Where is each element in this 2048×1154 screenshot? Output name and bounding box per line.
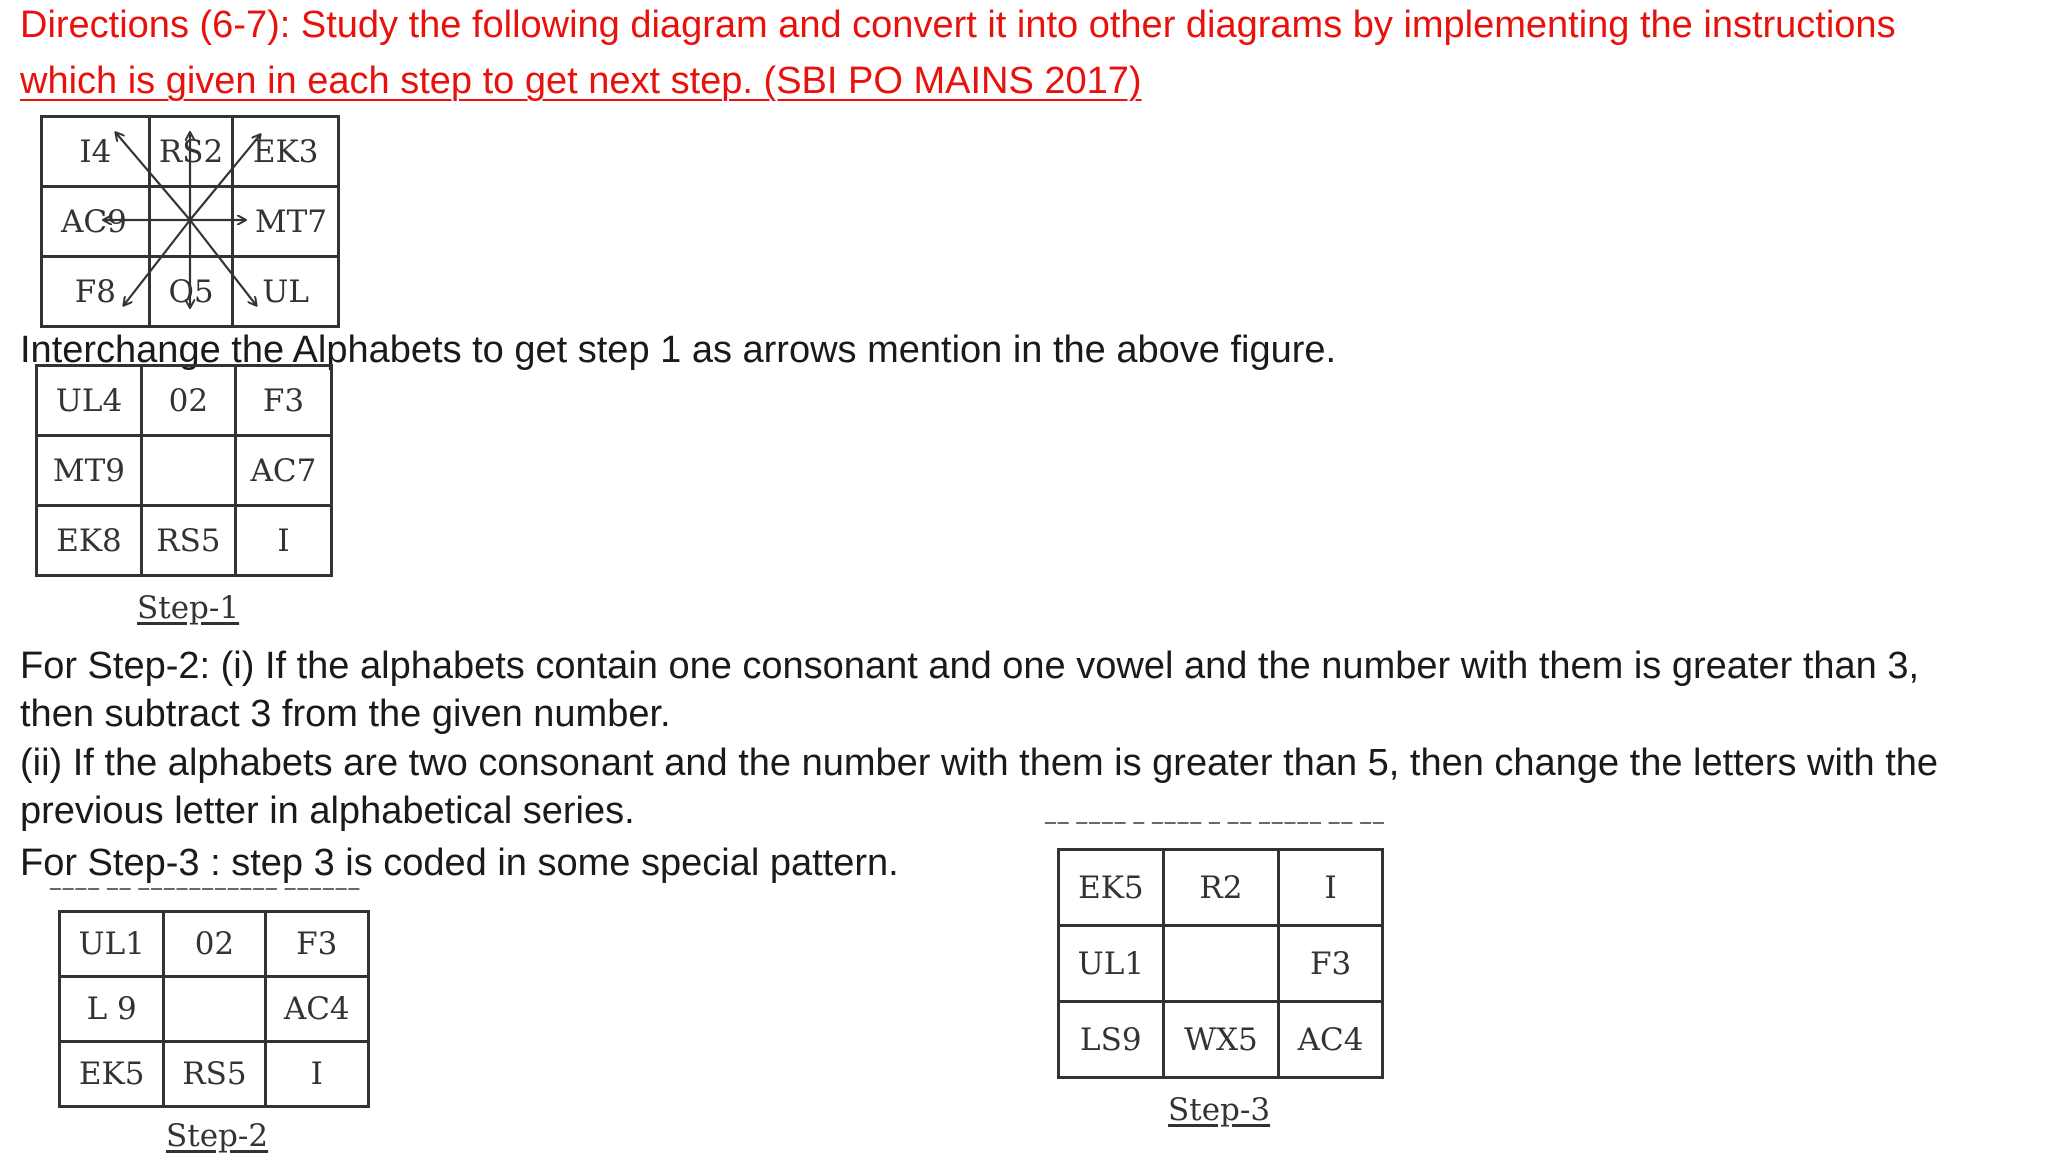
step1-cell: MT9 xyxy=(37,436,142,506)
step1-cell: RS5 xyxy=(141,506,235,576)
figure-cell: AC9 xyxy=(42,187,150,257)
step2-rule-ii-line2: previous letter in alphabetical series. xyxy=(20,790,635,832)
step2-rule-ii-line1: (ii) If the alphabets are two consonant and the number with them is greater than 5, then change the letters with the xyxy=(20,742,1939,784)
step2-cell: RS5 xyxy=(164,1042,265,1107)
step3-rule: For Step-3 : step 3 is coded in some special pattern. xyxy=(20,842,899,884)
step2-cell: AC4 xyxy=(265,977,368,1042)
figure-cell: EK3 xyxy=(233,117,339,187)
step1-grid xyxy=(35,364,333,577)
interchange-arrows xyxy=(40,115,340,325)
step3-grid xyxy=(1057,848,1384,1079)
step3-cell: F3 xyxy=(1279,926,1383,1002)
step2-rule-i-line1: For Step-2: (i) If the alphabets contain one consonant and one vowel and the number with them is greater than 3, xyxy=(20,645,1920,687)
step1-cell: 02 xyxy=(141,366,235,436)
step2-cell xyxy=(164,977,265,1042)
step2-grid xyxy=(58,910,370,1108)
step1-cell: EK8 xyxy=(37,506,142,576)
figure-cell: O5 xyxy=(149,257,233,327)
step3-cell: AC4 xyxy=(1279,1002,1383,1078)
step1-caption: Step-1 xyxy=(137,590,240,626)
figure-cell: RS2 xyxy=(149,117,233,187)
figure-cell: MT7 xyxy=(233,187,339,257)
arrow-up-left xyxy=(116,133,190,220)
step1-cell: AC7 xyxy=(235,436,331,506)
figure-cell: UL xyxy=(233,257,339,327)
step2-caption: Step-2 xyxy=(166,1118,269,1154)
step1-cell: I xyxy=(235,506,331,576)
step1-cell: F3 xyxy=(235,366,331,436)
step2-cell: F3 xyxy=(265,912,368,977)
step3-cell: WX5 xyxy=(1163,1002,1279,1078)
step3-caption: Step-3 xyxy=(1168,1092,1271,1128)
step1-cell: UL4 xyxy=(37,366,142,436)
interchange-instruction: Interchange the Alphabets to get step 1 as arrows mention in the above figure. xyxy=(20,329,1337,371)
step2-cell: L 9 xyxy=(60,977,164,1042)
step2-rule-i-line2: then subtract 3 from the given number. xyxy=(20,693,671,735)
step3-cell: I xyxy=(1279,850,1383,926)
arrow-down-right xyxy=(190,220,256,305)
step3-cell xyxy=(1163,926,1279,1002)
figure-cell: F8 xyxy=(42,257,150,327)
step1-cell xyxy=(141,436,235,506)
step3-cell: R2 xyxy=(1163,850,1279,926)
step3-cell: LS9 xyxy=(1059,1002,1164,1078)
step3-cell: EK5 xyxy=(1059,850,1164,926)
step2-cell: I xyxy=(265,1042,368,1107)
directions-line-2: which is given in each step to get next step. (SBI PO MAINS 2017) xyxy=(20,60,1142,102)
cropped-text-artifact: ▔▔▔▔ ▔▔ ▔▔▔▔▔▔▔▔▔▔▔ ▔▔▔▔▔▔ xyxy=(50,888,362,904)
step2-cell: 02 xyxy=(164,912,265,977)
directions-line-1: Directions (6-7): Study the following diagram and convert it into other diagrams by implementing the instructions xyxy=(20,4,1896,46)
arrow-up-right xyxy=(190,135,260,220)
step3-cell: UL1 xyxy=(1059,926,1164,1002)
cropped-text-artifact: ▔▔ ▔▔▔▔ ▔ ▔▔▔▔ ▔ ▔▔ ▔▔▔▔▔ ▔▔ ▔▔ xyxy=(1045,822,1386,838)
step2-cell: EK5 xyxy=(60,1042,164,1107)
step2-cell: UL1 xyxy=(60,912,164,977)
figure-cell: I4 xyxy=(42,117,150,187)
arrow-down-left xyxy=(124,220,190,305)
